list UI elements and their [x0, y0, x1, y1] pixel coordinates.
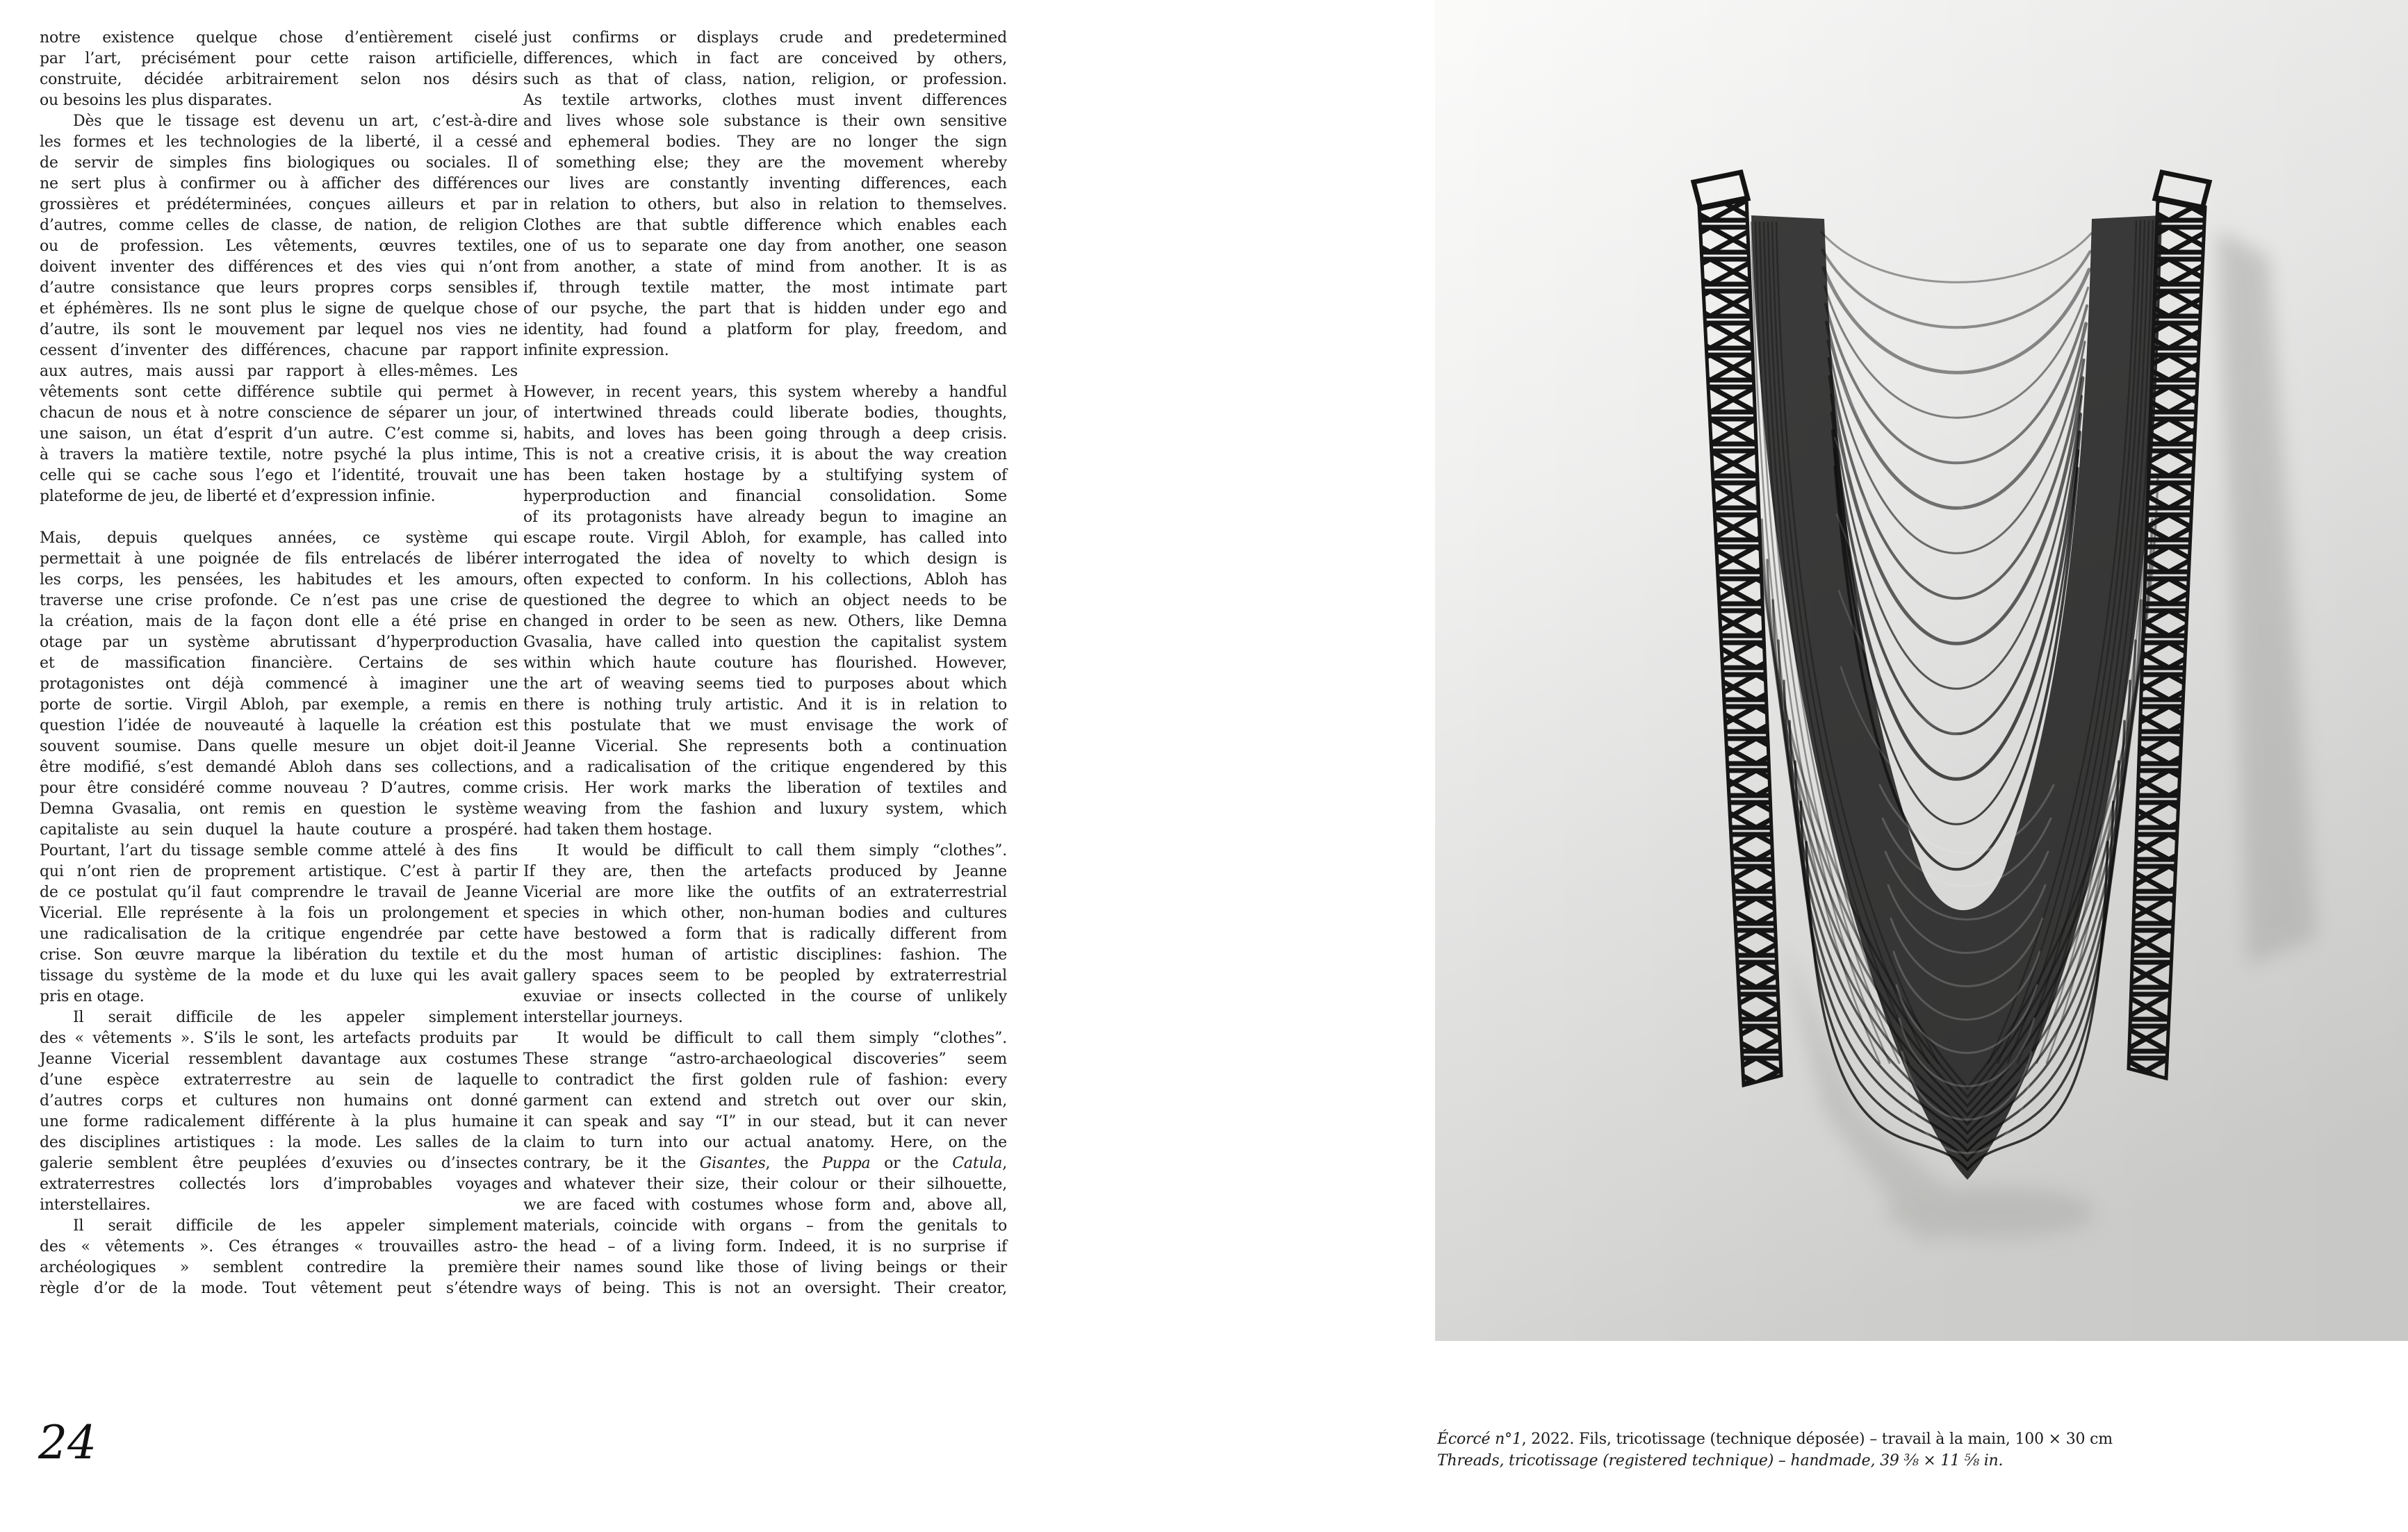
text-line: crise. Son œuvre marque la libération du textile et du: [40, 946, 518, 964]
caption-line-french: Écorcé n°1, 2022. Fils, tricotissage (technique déposée) – travail à la main, 100 × 30 cm: [1437, 1431, 2113, 1448]
text-line: des disciplines artistiques : la mode. Les salles de la: [40, 1134, 518, 1151]
text-line: and a radicalisation of the critique engendered by this: [523, 759, 1007, 776]
text-line: construite, décidée arbitrairement selon nos désirs: [40, 71, 518, 88]
text-line: cessent d’inventer des différences, chacune par rapport: [40, 342, 518, 359]
text-line: of our psyche, the part that is hidden under ego and: [523, 300, 1007, 318]
text-line: interstellar journeys.: [523, 1009, 683, 1026]
text-line: their names sound like those of living beings or their: [523, 1259, 1007, 1276]
text-line: has been taken hostage by a stultifying system of: [523, 467, 1007, 484]
text-line: there is nothing truly artistic. And it is in relation to: [523, 696, 1007, 714]
text-line: capitaliste au sein duquel la haute couture a prospéré.: [40, 821, 518, 839]
text-line: However, in recent years, this system whereby a handful: [523, 384, 1007, 401]
text-line: une radicalisation de la critique engendrée par cette: [40, 925, 518, 943]
caption-line-english: Threads, tricotissage (registered technique) – handmade, 39 ⅜ × 11 ⅝ in.: [1437, 1452, 2004, 1469]
paragraph: [40, 528, 518, 1007]
text-line: doivent inventer des différences et des vies qui n’ont: [40, 258, 518, 276]
text-line: Il serait difficile de les appeler simplement: [73, 1009, 518, 1026]
text-line: As textile artworks, clothes must invent differences: [523, 92, 1007, 109]
text-line: have bestowed a form that is radically different from: [523, 925, 1007, 943]
text-line: Jeanne Vicerial. She represents both a continuation: [523, 738, 1007, 755]
text-line: chacun de nous et à notre conscience de séparer un jour,: [40, 404, 518, 422]
text-line: être modifié, s’est demandé Abloh dans ses collections,: [40, 759, 518, 776]
text-line: just confirms or displays crude and predetermined: [523, 29, 1007, 47]
text-line: une saison, un état d’esprit d’un autre. C’est comme si,: [40, 425, 518, 443]
artwork-sculpture-illustration: [1435, 0, 2408, 1341]
text-line: of intertwined threads could liberate bodies, thoughts,: [523, 404, 1007, 422]
text-line: ways of being. This is not an oversight. Their creator,: [523, 1280, 1007, 1297]
text-line: of its protagonists have already begun to imagine an: [523, 509, 1007, 526]
artwork-photo: [1435, 0, 2408, 1341]
text-line: identity, had found a platform for play, freedom, and: [523, 321, 1007, 338]
text-line: in relation to others, but also in relation to themselves.: [523, 196, 1007, 213]
text-line: traverse une crise profonde. Ce n’est pas une crise de: [40, 592, 518, 609]
text-line: we are faced with costumes whose form and, above all,: [523, 1196, 1007, 1214]
text-line: de ce postulat qu’il faut comprendre le travail de Jeanne: [40, 884, 518, 901]
text-line: escape route. Virgil Abloh, for example, has called into: [523, 529, 1007, 547]
text-line: de servir de simples fins biologiques ou sociales. Il: [40, 154, 518, 172]
text-line: tissage du système de la mode et du luxe qui les avait: [40, 967, 518, 985]
text-line: d’autres, comme celles de classe, de nation, de religion: [40, 217, 518, 234]
text-line: interstellaires.: [40, 1196, 151, 1214]
text-line: ne sert plus à confirmer ou à afficher des différences: [40, 175, 518, 192]
text-line: If they are, then the artefacts produced by Jeanne: [523, 863, 1007, 880]
text-line: ou besoins les plus disparates.: [40, 92, 272, 109]
text-line: porte de sortie. Virgil Abloh, par exemple, a remis en: [40, 696, 518, 714]
text-line: garment can extend and stretch out over our skin,: [523, 1092, 1007, 1110]
text-line: galerie semblent être peuplées d’exuvies ou d’insectes: [40, 1155, 518, 1172]
text-line: d’autres corps et cultures non humains ont donné: [40, 1092, 518, 1110]
text-line: question l’idée de nouveauté à laquelle la création est: [40, 717, 518, 734]
page-number: 24: [38, 1416, 97, 1469]
text-line: des « vêtements ». S’ils le sont, les artefacts produits par: [40, 1030, 518, 1047]
text-line: Gvasalia, have called into question the capitalist system: [523, 634, 1007, 651]
text-line: la création, mais de la façon dont elle a été prise en: [40, 613, 518, 630]
text-line: Vicerial. Elle représente à la fois un prolongement et: [40, 905, 518, 922]
text-line: une forme radicalement différente à la plus humaine: [40, 1113, 518, 1130]
text-line: It would be difficult to call them simply “clothes”.: [557, 1030, 1007, 1047]
text-line: otage par un système abrutissant d’hyperproduction: [40, 634, 518, 651]
text-line: grossières et prédéterminées, conçues ailleurs et par: [40, 196, 518, 213]
text-line: aux autres, mais aussi par rapport à elles-mêmes. Les: [40, 363, 518, 380]
text-line: differences, which in fact are conceived by others,: [523, 50, 1007, 67]
text-line: These strange “astro-archaeological discoveries” seem: [523, 1051, 1007, 1068]
paragraph: [40, 1216, 518, 1299]
text-line: and ephemeral bodies. They are no longer the sign: [523, 133, 1007, 151]
text-line: This is not a creative crisis, it is about the way creation: [523, 446, 1007, 463]
text-line: if, through textile matter, the most intimate part: [523, 279, 1007, 297]
text-line: souvent soumise. Dans quelle mesure un objet doit-il: [40, 738, 518, 755]
text-line: contrary, be it the Gisantes, the Puppa or the Catula,: [523, 1155, 1007, 1172]
text-line: infinite expression.: [523, 342, 669, 359]
paragraph: [40, 28, 518, 111]
text-line: Jeanne Vicerial ressemblent davantage aux costumes: [40, 1051, 518, 1068]
artwork-caption: [1437, 1428, 2382, 1472]
text-line: within which haute couture has flourished. However,: [523, 654, 1007, 672]
text-line: qui n’ont rien de proprement artistique. C’est à partir: [40, 863, 518, 880]
paragraph: [523, 1028, 1007, 1299]
text-line: celle qui se cache sous l’ego et l’identité, trouvait une: [40, 467, 518, 484]
text-line: one of us to separate one day from another, one season: [523, 238, 1007, 255]
paragraph: [523, 841, 1007, 1028]
text-line: the art of weaving seems tied to purposes about which: [523, 675, 1007, 693]
text-line: and lives whose sole substance is their own sensitive: [523, 113, 1007, 130]
text-line: Vicerial are more like the outfits of an extraterrestrial: [523, 884, 1007, 901]
text-line: Dès que le tissage est devenu un art, c’est-à-dire: [73, 113, 518, 130]
text-line: the head – of a living form. Indeed, it is no surprise if: [523, 1238, 1007, 1255]
text-line: it can speak and say “I” in our stead, but it can never: [523, 1113, 1007, 1130]
text-column-english: [523, 28, 1007, 1299]
text-line: notre existence quelque chose d’entièrement ciselé: [40, 29, 518, 47]
text-line: of something else; they are the movement whereby: [523, 154, 1007, 172]
text-line: hyperproduction and financial consolidation. Some: [523, 488, 1007, 505]
paragraph: [40, 1007, 518, 1216]
text-line: and whatever their size, their colour or their silhouette,: [523, 1176, 1007, 1193]
text-line: les formes et les technologies de la liberté, il a cessé: [40, 133, 518, 151]
text-line: had taken them hostage.: [523, 821, 712, 839]
text-line: par l’art, précisément pour cette raison artificielle,: [40, 50, 518, 67]
text-line: claim to turn into our actual anatomy. Here, on the: [523, 1134, 1007, 1151]
paragraph: [523, 28, 1007, 361]
text-line: et éphémères. Ils ne sont plus le signe de quelque chose: [40, 300, 518, 318]
text-line: weaving from the fashion and luxury system, which: [523, 800, 1007, 818]
text-line: permettait à une poignée de fils entrelacés de libérer: [40, 550, 518, 568]
text-line: vêtements sont cette différence subtile qui permet à: [40, 384, 518, 401]
text-line: Mais, depuis quelques années, ce système qui: [40, 529, 518, 547]
text-line: plateforme de jeu, de liberté et d’expression infinie.: [40, 488, 436, 505]
paragraph: [523, 382, 1007, 841]
text-line: archéologiques » semblent contredire la première: [40, 1259, 518, 1276]
text-line: Pourtant, l’art du tissage semble comme attelé à des fins: [40, 842, 518, 859]
text-line: gallery spaces seem to be peopled by extraterrestrial: [523, 967, 1007, 985]
text-line: pour être considéré comme nouveau ? D’autres, comme: [40, 780, 518, 797]
text-line: pris en otage.: [40, 988, 145, 1005]
text-line: des « vêtements ». Ces étranges « trouvailles astro-: [40, 1238, 518, 1255]
text-line: et de massification financière. Certains de ses: [40, 654, 518, 672]
text-line: à travers la matière textile, notre psyché la plus intime,: [40, 446, 518, 463]
text-line: from another, a state of mind from another. It is as: [523, 258, 1007, 276]
text-line: often expected to conform. In his collections, Abloh has: [523, 571, 1007, 588]
text-line: crisis. Her work marks the liberation of textiles and: [523, 780, 1007, 797]
text-line: interrogated the idea of novelty to which design is: [523, 550, 1007, 568]
text-line: Il serait difficile de les appeler simplement: [73, 1217, 518, 1235]
text-line: les corps, les pensées, les habitudes et les amours,: [40, 571, 518, 588]
text-line: protagonistes ont déjà commencé à imaginer une: [40, 675, 518, 693]
text-line: exuviae or insects collected in the course of unlikely: [523, 988, 1007, 1005]
text-line: species in which other, non-human bodies and cultures: [523, 905, 1007, 922]
text-line: habits, and loves has been going through a deep crisis.: [523, 425, 1007, 443]
text-column-french: [40, 28, 518, 1299]
text-line: d’une espèce extraterrestre au sein de laquelle: [40, 1071, 518, 1089]
text-line: Demna Gvasalia, ont remis en question le système: [40, 800, 518, 818]
text-line: the most human of artistic disciplines: fashion. The: [523, 946, 1007, 964]
text-line: such as that of class, nation, religion, or profession.: [523, 71, 1007, 88]
text-line: extraterrestres collectés lors d’improbables voyages: [40, 1176, 518, 1193]
text-line: d’autre, ils sont le mouvement par lequel nos vies ne: [40, 321, 518, 338]
text-line: ou de profession. Les vêtements, œuvres textiles,: [40, 238, 518, 255]
text-line: this postulate that we must envisage the work of: [523, 717, 1007, 734]
text-line: It would be difficult to call them simply “clothes”.: [557, 842, 1007, 859]
text-line: règle d’or de la mode. Tout vêtement peut s’étendre: [40, 1280, 518, 1297]
text-line: Clothes are that subtle difference which enables each: [523, 217, 1007, 234]
text-line: changed in order to be seen as new. Others, like Demna: [523, 613, 1007, 630]
text-line: our lives are constantly inventing differences, each: [523, 175, 1007, 192]
paragraph: [40, 111, 518, 507]
text-line: d’autre consistance que leurs propres corps sensibles: [40, 279, 518, 297]
text-line: questioned the degree to which an object needs to be: [523, 592, 1007, 609]
text-line: to contradict the first golden rule of fashion: every: [523, 1071, 1007, 1089]
text-line: materials, coincide with organs – from the genitals to: [523, 1217, 1007, 1235]
